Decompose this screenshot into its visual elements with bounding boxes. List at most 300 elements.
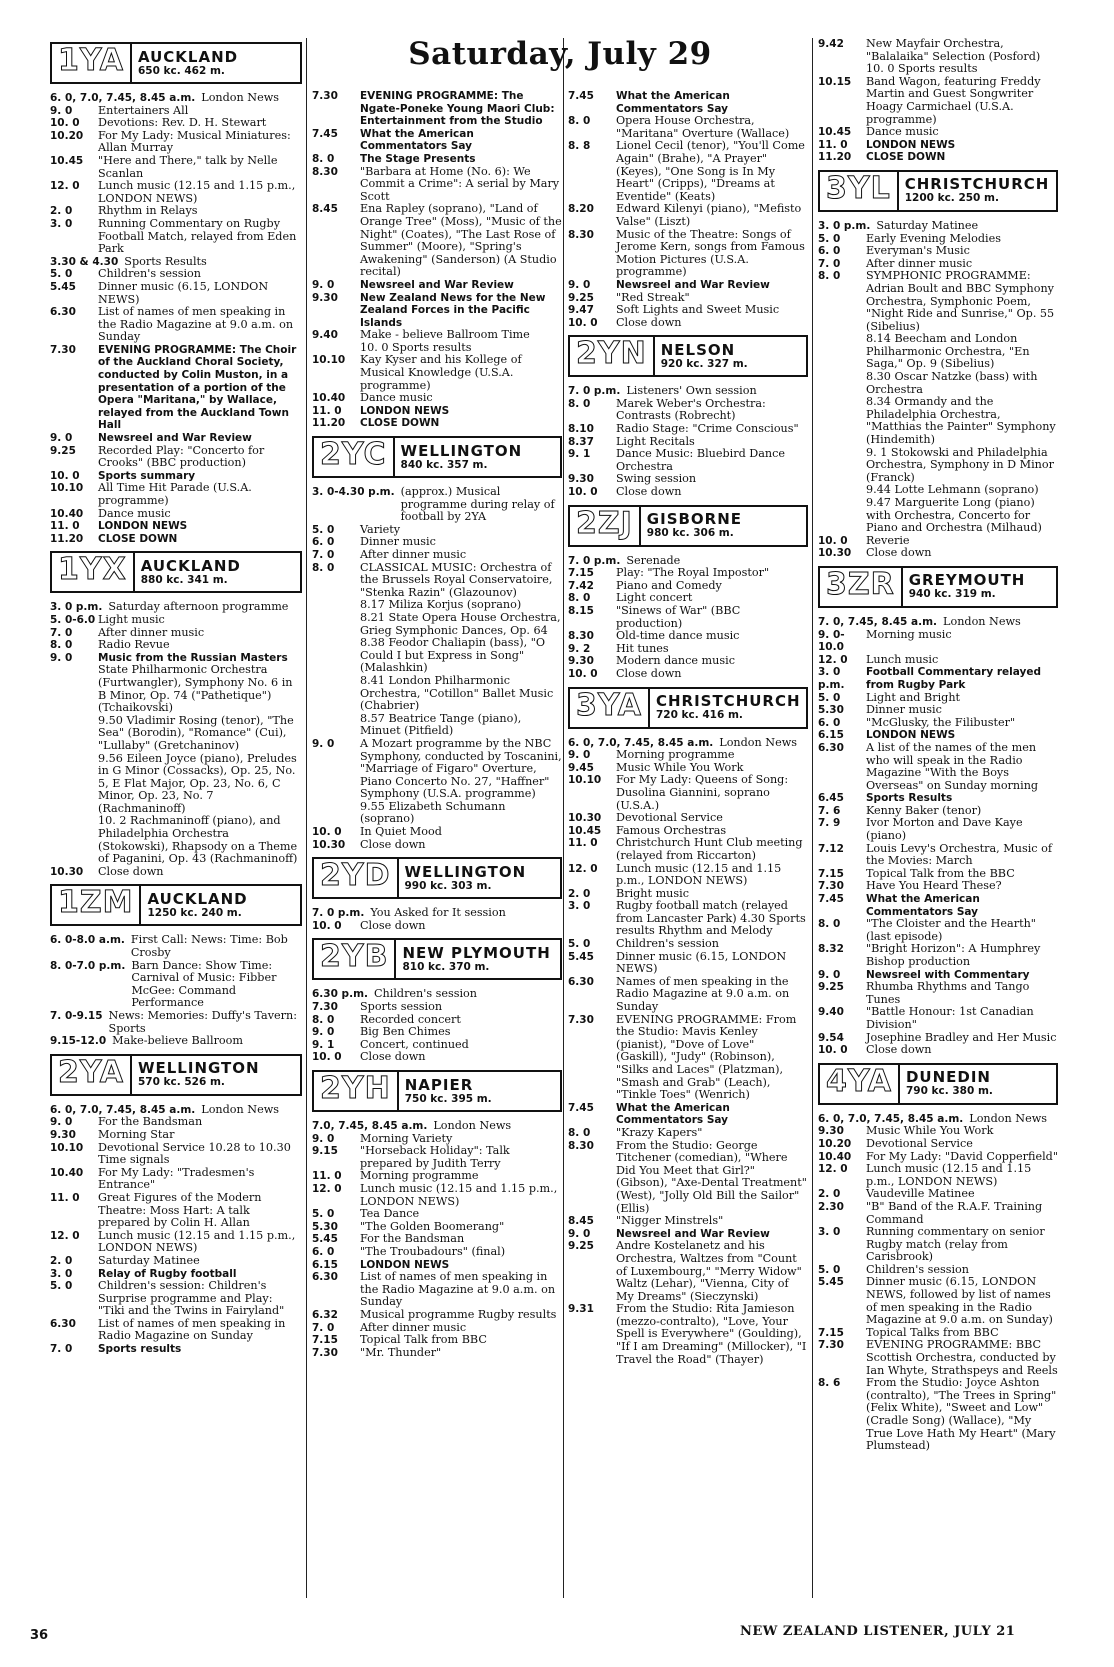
programme-description: State Philharmonic Orchestra (Furtwangler), Symphony No. 6 in B Minor, Op. 74 ("Pathetique") (Tchaikovski): [98, 663, 293, 715]
programme-description: Piano and Comedy: [616, 578, 722, 592]
programme-time: 7.0, 7.45, 8.45 a.m.: [312, 1120, 428, 1132]
programme-description: LONDON NEWS: [360, 404, 450, 417]
programme-description: Early Evening Melodies: [866, 231, 1001, 245]
programme-description: Sports Results: [866, 792, 953, 805]
programme-time: [818, 447, 866, 485]
programme-time: 5. 0: [50, 1280, 73, 1293]
programme-description: From the Studio: George Titchener (comedian), "Where Did You Meet that Girl?" (Gibson), "Axe-Dental Treatment" (West), "Jolly Old Bill the Sailor" (Ellis): [616, 1138, 807, 1215]
programme-item: [312, 562, 562, 600]
station-city: WELLINGTON: [137, 1059, 260, 1078]
programme-item: [818, 547, 1058, 560]
programme-time: 5. 0: [818, 1263, 841, 1276]
programme-item: [312, 292, 562, 330]
programme-description: Morning music: [866, 627, 952, 641]
programme-item: [312, 801, 562, 826]
programme-description: Saturday afternoon programme: [108, 600, 289, 614]
programme-time: 8.32: [818, 943, 844, 956]
programme-time: 7.30: [312, 1346, 338, 1359]
programme-description: Big Ben Chimes: [360, 1025, 451, 1039]
programme-description: Topical Talk from BBC: [360, 1333, 487, 1347]
programme-item: [312, 675, 562, 713]
programme-description: Serenade: [626, 553, 681, 567]
programme-item: [312, 1309, 562, 1322]
programme-time: 8.30: [568, 228, 594, 241]
programme-description: First Call: News: Time: Bob Crosby: [130, 933, 288, 960]
programme-time: 8. 0: [568, 397, 591, 410]
programme-description: Old-time dance music: [616, 629, 740, 643]
programme-item: [50, 508, 302, 521]
programme-time: 7. 0: [312, 1321, 335, 1334]
programme-time: 9.40: [312, 329, 338, 342]
station-city: DUNEDIN: [905, 1068, 991, 1087]
programme-item: [50, 1142, 302, 1167]
programme-time: 10.15: [818, 75, 852, 88]
programme-item: [50, 1230, 302, 1255]
programme-description: Close down: [616, 485, 682, 499]
programme-time: [312, 801, 360, 826]
programme-time: [312, 637, 360, 675]
programme-time: 10. 0: [50, 469, 80, 482]
programme-item: [50, 715, 302, 753]
programme-item: [568, 951, 808, 976]
programme-time: 7. 6: [818, 804, 841, 817]
programme-description: "Horseback Holiday": Talk prepared by Judith Terry: [360, 1144, 510, 1170]
programme-time: 6.32: [312, 1308, 338, 1321]
programme-time: 9.15-12.0: [50, 1035, 107, 1048]
programme-time: 9. 0: [50, 1116, 73, 1129]
programme-time: 5.45: [568, 950, 594, 963]
station-city: AUCKLAND: [140, 556, 241, 575]
programme-item: [818, 447, 1058, 485]
programme-description: Swing session: [616, 472, 697, 486]
programme-description: LONDON NEWS: [98, 520, 188, 533]
programme-time: 12. 0: [50, 180, 80, 193]
programme-time: 6. 0-8.0 a.m.: [50, 934, 125, 947]
programme-description: What the American Commentators Say: [616, 1101, 730, 1127]
programme-item: [568, 1303, 808, 1366]
programme-description: What the American Commentators Say: [866, 893, 980, 918]
programme-description: Lunch music (12.15 and 1.15 p.m., LONDON NEWS): [98, 179, 296, 205]
programme-time: 7. 0: [50, 626, 73, 639]
programme-description: List of names of men speaking in Radio Magazine on Sunday: [98, 1316, 286, 1343]
programme-description: Newsreel and War Review: [360, 278, 514, 291]
programme-description: Hit tunes: [616, 641, 669, 655]
programme-time: 8. 8: [568, 140, 591, 153]
programme-item: [312, 128, 562, 153]
programme-item: [568, 486, 808, 499]
programme-item: [50, 866, 302, 879]
station-meta: [396, 940, 560, 978]
programme-description: EVENING PROGRAMME: The Choir of the Auckland Choral Society, conducted by Colin Muston, in a presentation of a portion of the Opera "Maritana," by Wallace, relayed from the Auckland Town Hall: [98, 343, 297, 432]
programme-time: 9. 0: [312, 737, 335, 750]
programme-item: [50, 1280, 302, 1318]
programme-item: [312, 279, 562, 292]
programme-description: From the Studio: Joyce Ashton (contralto), "The Trees in Spring" (Felix White), "Sweet and Low" (Cradle Song) (Wallace), "My True Love Hath My Heart" (Mary Plumstead): [866, 1376, 1057, 1453]
programme-description: Music of the Theatre: Songs of Jerome Kern, songs from Famous Motion Pictures (U.S.A. programme): [616, 227, 805, 279]
programme-time: 6.30: [50, 306, 76, 319]
station-header: [312, 938, 562, 980]
programme-description: Newsreel and War Review: [616, 1227, 770, 1240]
programme-time: 8.37: [568, 435, 594, 448]
programme-description: Saturday Matinee: [876, 218, 979, 232]
programme-item: [50, 520, 302, 533]
programme-time: 9. 1: [312, 1038, 335, 1051]
programme-description: Dance Music: Bluebird Dance Orchestra: [616, 447, 786, 473]
programme-time: 10. 0: [568, 486, 598, 499]
programme-item: [568, 605, 808, 630]
programme-time: 9.40: [818, 1006, 844, 1019]
programme-item: [50, 218, 302, 256]
programme-description: Dinner music: [360, 535, 436, 549]
programme-item: [818, 981, 1058, 1006]
programme-item: [818, 880, 1058, 893]
programme-description: Ivor Morton and Dave Kaye (piano): [866, 816, 1023, 843]
programme-time: 3. 0: [50, 1267, 73, 1280]
programme-description: Recorded concert: [360, 1012, 461, 1026]
station-city: NELSON: [660, 340, 736, 359]
programme-time: 9. 0: [312, 1026, 335, 1039]
programme-description: Dance music: [98, 506, 171, 520]
programme-description: Recorded Play: "Concerto for Crooks" (BBC production): [98, 443, 265, 470]
station-city: NAPIER: [404, 1075, 474, 1094]
programme-item: [50, 664, 302, 714]
station-callsign: 2YC: [314, 438, 395, 476]
programme-time: 9.42: [818, 38, 844, 50]
programme-time: 8. 0: [312, 1013, 335, 1026]
programme-description: After dinner music: [360, 1320, 467, 1334]
station-header: [568, 335, 808, 377]
station-meta: [132, 44, 300, 82]
programme-description: Lunch music (12.15 and 1.15 p.m., LONDON NEWS): [360, 1181, 558, 1208]
programme-description: EVENING PROGRAMME: From the Studio: Mavis Kenley (pianist), "Dove of Love" (Gaskill), "Judy" (Robinson), "Silks and Laces" (Platzman), "Smash and Grab" (Leach), "Tinkle Toes" (Wenrich): [616, 1012, 797, 1102]
programme-time: 5. 0: [818, 691, 841, 704]
programme-item: [50, 1129, 302, 1142]
programme-time: 9. 0: [50, 432, 73, 445]
programme-description: Dance music: [866, 125, 939, 139]
programme-time: 7.15: [568, 567, 594, 580]
programme-time: 2. 0: [50, 1254, 73, 1267]
programme-description: 9.50 Vladimir Rosing (tenor), "The Sea" (Borodin), "Romance" (Cui), "Lullaby" (Gretchaninov): [98, 713, 294, 752]
programme-description: Saturday Matinee: [98, 1253, 200, 1267]
station-city: AUCKLAND: [147, 889, 248, 908]
programme-description: Light music: [98, 612, 165, 626]
programme-item: [818, 1006, 1058, 1031]
programme-description: EVENING PROGRAMME: BBC Scottish Orchestra, conducted by Ian Whyte, Strathspeys and Reels: [866, 1338, 1058, 1377]
programme-time: 12. 0: [818, 1163, 848, 1176]
programme-time: 7.30: [818, 880, 844, 893]
programme-time: 11.20: [312, 417, 346, 430]
programme-time: 7. 0: [312, 549, 335, 561]
programme-description: Devotional Service: [616, 811, 723, 825]
programme-description: Close down: [360, 918, 426, 932]
programme-time: [818, 333, 866, 371]
programme-description: Morning Star: [98, 1127, 175, 1141]
programme-time: 10.30: [312, 838, 346, 851]
programme-time: 9. 0: [568, 278, 591, 291]
programme-description: Close down: [98, 864, 164, 878]
programme-time: 6. 0: [312, 536, 335, 549]
programme-item: [818, 893, 1058, 918]
station-meta: [395, 438, 560, 476]
programme-description: "The Cloister and the Hearth" (last episode): [866, 917, 1036, 943]
programme-time: 7.45: [568, 1101, 594, 1114]
programme-time: 9.47: [568, 304, 594, 317]
programme-description: Tea Dance: [360, 1207, 420, 1221]
programme-item: [312, 1145, 562, 1170]
programme-time: 10. 0: [312, 919, 342, 932]
programme-item: [568, 1102, 808, 1127]
programme-item: [312, 203, 562, 279]
programme-time: 8. 0: [568, 115, 591, 128]
programme-description: What the American Commentators Say: [616, 90, 730, 115]
station-city: GISBORNE: [646, 510, 743, 529]
station-header: [312, 436, 562, 478]
programme-item: [50, 180, 302, 205]
programme-item: [50, 1343, 302, 1356]
programme-description: Music from the Russian Masters: [98, 651, 288, 664]
programme-time: 5. 0: [312, 1208, 335, 1221]
programme-description: "Nigger Minstrels": [616, 1214, 724, 1228]
programme-item: [50, 753, 302, 816]
programme-description: For My Lady: "David Copperfield": [866, 1149, 1058, 1163]
programme-time: 2. 0: [818, 1188, 841, 1201]
station-frequency: 810 kc. 370 m.: [402, 960, 490, 973]
programme-description: Listeners' Own session: [626, 384, 757, 398]
programme-item: [818, 1377, 1058, 1453]
programme-time: 9.30: [568, 473, 594, 486]
programme-item: [312, 1183, 562, 1208]
station-callsign: 1ZM: [52, 886, 141, 924]
programme-time: 11. 0: [50, 520, 80, 533]
programme-item: [312, 549, 562, 562]
programme-item: [568, 567, 808, 580]
programme-description: "Bright Horizon": A Humphrey Bishop production: [866, 942, 1041, 968]
programme-description: 8.34 Ormandy and the Philadelphia Orchestra, "Matthias the Painter" Symphony (Hindemith): [866, 395, 1056, 447]
programme-item: [50, 1192, 302, 1230]
programme-time: 10.30: [818, 547, 852, 560]
programme-time: 7.15: [312, 1334, 338, 1347]
programme-time: 10.45: [568, 824, 602, 837]
programme-time: 10. 0: [568, 316, 598, 329]
station-callsign: 1YA: [52, 44, 132, 82]
programme-description: 8.17 Miliza Korjus (soprano): [360, 598, 522, 612]
programme-item: [818, 704, 1058, 717]
programme-description: New Mayfair Orchestra, "Balalaika" Selection (Posford) 10. 0 Sports results: [866, 37, 1041, 76]
station-meta: [900, 1065, 1056, 1103]
station-header: [818, 566, 1058, 608]
programme-description: Sports results: [98, 1343, 182, 1356]
programme-item: [312, 839, 562, 852]
station-frequency: 840 kc. 357 m.: [400, 458, 488, 471]
programme-item: [818, 1163, 1058, 1188]
programme-description: From the Studio: Rita Jamieson (mezzo-contralto), "Love, Your Spell is Everywhere" (Goulding), "If I am Dreaming" (Millocker), "I Travel the Road" (Thayer): [616, 1302, 807, 1366]
programme-description: Barn Dance: Show Time: Carnival of Music: Fibber McGee: Command Performance: [131, 958, 277, 1010]
programme-time: 9.31: [568, 1303, 594, 1316]
programme-time: 9.54: [818, 1031, 844, 1044]
station-city: WELLINGTON: [404, 862, 527, 881]
programme-item: [50, 432, 302, 445]
programme-time: 7. 9: [818, 817, 841, 830]
programme-description: Reverie: [866, 533, 910, 547]
programme-item: [568, 976, 808, 1014]
programme-item: [818, 126, 1058, 139]
programme-description: For the Bandsman: [98, 1115, 203, 1129]
programme-description: Dance music: [360, 391, 433, 405]
station-callsign: 3YA: [570, 689, 650, 727]
programme-item: [312, 920, 562, 933]
programme-item: [312, 612, 562, 637]
programme-description: Musical programme Rugby results: [360, 1307, 557, 1321]
station-meta: [141, 886, 300, 924]
programme-item: [818, 629, 1058, 654]
programme-item: [312, 637, 562, 675]
programme-description: Radio Stage: "Crime Conscious": [616, 422, 799, 436]
programme-item: [568, 1127, 808, 1140]
programme-description: Light Recitals: [616, 434, 695, 448]
station-city: AUCKLAND: [137, 47, 239, 66]
programme-item: [50, 1255, 302, 1268]
programme-item: [50, 1167, 302, 1192]
programme-description: Modern dance music: [616, 654, 735, 668]
station-meta: [903, 568, 1056, 606]
programme-time: 7. 0-9.15: [50, 1010, 103, 1022]
programme-description: London News: [719, 735, 798, 749]
programme-item: [568, 837, 808, 862]
programme-time: 3. 0 p.m.: [818, 666, 845, 691]
programme-description: "The Golden Boomerang": [360, 1219, 505, 1233]
programme-item: [312, 392, 562, 405]
programme-description: Music While You Work: [616, 760, 744, 774]
programme-time: 9.30: [50, 1128, 76, 1141]
programme-time: 10.20: [818, 1137, 852, 1150]
programme-item: [50, 1010, 302, 1035]
programme-time: 8. 0: [818, 918, 841, 931]
programme-description: Everyman's Music: [866, 244, 970, 258]
programme-description: Children's session: [616, 937, 719, 951]
station-frequency: 990 kc. 303 m.: [404, 879, 492, 892]
programme-item: [568, 938, 808, 951]
programme-description: Morning Variety: [360, 1131, 453, 1145]
programme-item: [568, 317, 808, 330]
programme-time: 9. 0: [568, 1227, 591, 1240]
programme-time: 10.45: [818, 126, 852, 139]
programme-item: [312, 1347, 562, 1360]
station-city: NEW PLYMOUTH: [402, 943, 551, 962]
programme-description: Rhythm in Relays: [98, 204, 198, 218]
programme-description: Relay of Rugby football: [98, 1267, 237, 1280]
programme-item: [312, 1001, 562, 1014]
programme-time: 12. 0: [818, 653, 848, 666]
programme-time: 5. 0: [50, 268, 73, 281]
station-callsign: 1YX: [52, 553, 135, 591]
station-callsign: 2YB: [314, 940, 396, 978]
programme-description: Devotions: Rev. D. H. Stewart: [98, 116, 267, 130]
station-callsign: 2ZJ: [570, 507, 641, 545]
programme-description: "McGlusky, the Filibuster": [866, 715, 1016, 729]
programme-description: Newsreel and War Review: [98, 432, 252, 445]
programme-description: A list of the names of the men who will speak in the Radio Magazine "With the Boys Overseas" on Sunday morning: [866, 740, 1039, 792]
programme-description: "Krazy Kapers": [616, 1125, 703, 1139]
programme-description: Lunch music (12.15 and 1.15 p.m., LONDON NEWS): [866, 1162, 1032, 1188]
programme-description: LONDON NEWS: [866, 138, 956, 151]
programme-item: [50, 281, 302, 306]
programme-item: [312, 329, 562, 342]
programme-time: 5.45: [312, 1233, 338, 1246]
programme-time: 12. 0: [568, 862, 598, 875]
programme-description: Marek Weber's Orchestra: Contrasts (Robrecht): [616, 396, 766, 423]
programme-item: [50, 482, 302, 507]
programme-item: [50, 934, 302, 959]
programme-time: [818, 484, 866, 497]
programme-item: [818, 76, 1058, 126]
programme-description: Sports summary: [98, 469, 196, 482]
programme-description: 9. 1 Stokowski and Philadelphia Orchestra, Symphony in D Minor (Franck): [866, 445, 1054, 484]
programme-item: [568, 203, 808, 228]
station-frequency: 750 kc. 395 m.: [404, 1092, 492, 1105]
programme-item: [312, 524, 562, 537]
programme-description: After dinner music: [360, 548, 467, 561]
programme-description: "Barbara at Home (No. 6): We Commit a Crime": A serial by Mary Scott: [360, 164, 560, 203]
programme-description: "Mr. Thunder": [360, 1345, 442, 1359]
station-city: GREYMOUTH: [908, 571, 1026, 590]
programme-time: [50, 815, 98, 865]
programme-item: [50, 92, 302, 105]
programme-item: [818, 38, 1058, 76]
programme-item: [50, 960, 302, 1010]
programme-description: London News: [433, 1119, 512, 1132]
programme-item: [818, 616, 1058, 629]
programme-time: 7. 0: [50, 1343, 73, 1356]
programme-description: Andre Kostelanetz and his Orchestra, Waltzes from "Count of Luxembourg," "Merry Widow" Waltz (Lehar), "Vienna, City of My Dreams" (Sieczynski): [616, 1239, 802, 1303]
programme-description: 8.41 London Philharmonic Orchestra, "Cotillon" Ballet Music (Chabrier): [360, 673, 554, 713]
programme-description: Dinner music (6.15, LONDON NEWS): [98, 279, 269, 306]
programme-item: [568, 1215, 808, 1228]
programme-time: 8.45: [312, 203, 338, 216]
programme-time: 2.30: [818, 1200, 844, 1213]
programme-description: Topical Talks from BBC: [866, 1325, 999, 1339]
programme-time: [312, 342, 360, 355]
programme-time: [818, 371, 866, 396]
programme-description: Running Commentary on Rugby Football Match, relayed from Eden Park: [98, 216, 297, 256]
station-callsign: 2YA: [52, 1056, 132, 1094]
programme-time: 6. 0, 7.0, 7.45, 8.45 a.m.: [50, 92, 196, 104]
programme-time: 9. 0-10.0: [818, 628, 845, 654]
programme-item: [50, 601, 302, 614]
programme-description: London News: [201, 91, 280, 104]
programme-description: Lunch music (12.15 and 1.15 p.m., LONDON NEWS): [98, 1228, 296, 1255]
programme-item: [50, 130, 302, 155]
programme-item: [312, 1051, 562, 1064]
programme-description: Christchurch Hunt Club meeting (relayed from Riccarton): [616, 836, 803, 862]
programme-item: [312, 713, 562, 738]
programme-time: 7.12: [818, 842, 844, 855]
programme-item: [50, 306, 302, 344]
programme-time: 7.30: [312, 90, 338, 102]
programme-time: 3. 0 p.m.: [818, 219, 871, 232]
programme-item: [312, 907, 562, 920]
programme-description: Dinner music: [866, 703, 942, 717]
station-header: [818, 170, 1058, 212]
programme-description: What the American Commentators Say: [360, 127, 474, 153]
programme-description: Band Wagon, featuring Freddy Martin and Guest Songwriter Hoagy Carmichael (U.S.A. programme): [866, 74, 1041, 126]
programme-item: [312, 166, 562, 204]
station-frequency: 920 kc. 327 m.: [660, 357, 748, 370]
programme-item: [50, 815, 302, 865]
station-callsign: 2YD: [314, 859, 399, 897]
programme-description: For the Bandsman: [360, 1232, 465, 1246]
programme-description: "The Troubadours" (final): [360, 1244, 506, 1258]
station-city: CHRISTCHURCH: [655, 692, 801, 711]
